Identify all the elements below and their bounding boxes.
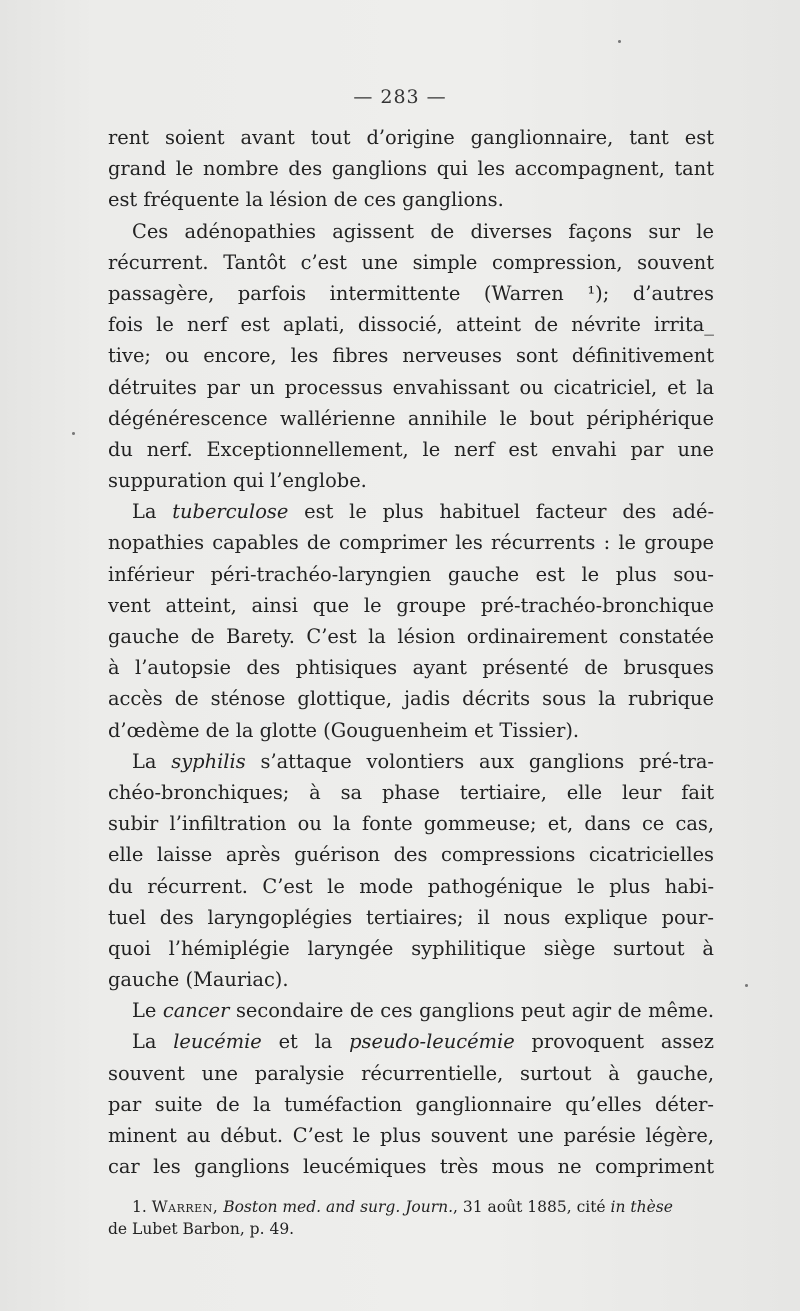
text-run: est le plus habituel facteur des adé- [288,500,714,524]
text-run: souvent une paralysie récurrentielle, surtout à gauche, [108,1061,714,1085]
text-run: passagère, parfois intermittente (Warren ¹); d’autres [108,281,714,305]
text-run: rent soient avant tout d’origine ganglionnaire, tant est [108,126,714,149]
text-run: du nerf. Exceptionnellement, le nerf est envahi par une [108,437,714,461]
text-line [108,746,714,777]
italic-term: cancer [162,999,230,1023]
text-line [108,216,714,247]
text-line [108,933,714,964]
paper-speck [745,984,748,987]
text-run: tive; ou encore, les fibres nerveuses sont définitivement [108,344,714,368]
text-run: vent atteint, ainsi que le groupe pré-trachéo-bronchique [108,593,714,617]
text-line [108,247,714,278]
text-run: minent au début. C’est le plus souvent une parésie légère, [108,1124,714,1147]
text-line [108,527,714,558]
footnote-journal: Boston med. and surg. Journ. [223,1198,454,1216]
text-run: détruites par un processus envahissant ou cicatriciel, et la [108,375,714,399]
text-run: récurrent. Tantôt c’est une simple compression, souvent [108,250,714,274]
text-run: quoi l’hémiplégie laryngée syphilitique siège surtout à [108,936,714,960]
text-line [108,434,714,465]
footnote-author: Warren, [151,1198,219,1216]
text-line [108,340,714,371]
text-line [108,465,714,496]
text-line [108,184,714,215]
footnote-in-these: in thèse [610,1198,673,1216]
text-run: chéo-bronchiques; à sa phase tertiaire, elle leur fait [108,780,714,804]
text-run: nopathies capables de comprimer les récurrents : le groupe [108,531,714,555]
text-run: suppuration qui l’englobe. [108,469,367,493]
text-line [108,839,714,870]
paper-speck [618,40,621,43]
text-run: provoquent assez [514,1030,714,1054]
text-line [108,715,714,746]
text-run: s’attaque volontiers aux ganglions pré-tra- [245,749,714,773]
footnote-number: 1. [132,1198,147,1216]
text-run: Ces adénopathies agissent de diverses façons sur le [132,219,714,243]
text-run: et la [261,1030,350,1054]
text-run: accès de sténose glottique, jadis décrits sous la rubrique [108,687,714,711]
text-run: grand le nombre des ganglions qui les accompagnent, tant [108,157,714,181]
text-run: d’œdème de la glotte (Gouguenheim et Tissier). [108,718,580,742]
text-run: La [132,749,172,773]
italic-term: pseudo-leucémie [349,1030,515,1054]
text-line [108,372,714,403]
text-line [108,902,714,933]
text-line [108,1151,714,1182]
text-run: Le [132,999,163,1023]
body-text [108,122,714,1182]
text-line [108,621,714,652]
footnote-line-2: de Lubet Barbon, p. 49. [108,1220,295,1238]
text-line [108,559,714,590]
text-run: La [132,1030,174,1054]
text-line [108,683,714,714]
footnotes [108,1196,714,1240]
text-line [108,995,714,1026]
page-number: — 283 — [353,86,447,108]
text-line [108,1089,714,1120]
text-line [108,278,714,309]
footnote-details: , 31 août 1885, cité [453,1198,611,1216]
text-line [108,122,714,153]
text-line [108,496,714,527]
text-run: du récurrent. C’est le mode pathogénique le plus habi- [108,874,714,898]
text-line [108,1026,714,1057]
italic-term: leucémie [173,1030,262,1054]
text-line [108,808,714,839]
text-run: elle laisse après guérison des compressions cicatricielles [108,843,714,867]
text-line [108,590,714,621]
text-run: dégénérescence wallérienne annihile le bout périphérique [108,406,714,430]
text-run: subir l’infiltration ou la fonte gommeuse; et, dans ce cas, [108,812,714,836]
footnote-line-1 [108,1196,714,1218]
text-line [108,1120,714,1151]
text-run: secondaire de ces ganglions peut agir de même. [229,999,714,1023]
text-run: fois le nerf est aplati, dissocié, atteint de névrite irrita_ [108,313,714,337]
text-run: tuel des laryngoplégies tertiaires; il nous explique pour- [108,905,714,929]
italic-term: syphilis [171,749,246,773]
text-line [108,153,714,184]
text-run: La [132,500,173,524]
text-run: par suite de la tuméfaction ganglionnaire qu’elles déter- [108,1092,714,1116]
text-line [108,1058,714,1089]
italic-term: tuberculose [172,500,289,524]
text-run: inférieur péri-trachéo-laryngien gauche est le plus sou- [108,562,714,586]
text-line [108,652,714,683]
text-run: gauche (Mauriac). [108,968,289,992]
text-line [108,964,714,995]
text-run: à l’autopsie des phtisiques ayant présenté de brusques [108,656,714,680]
text-run: est fréquente la lésion de ces ganglions. [108,188,504,212]
text-line [108,871,714,902]
text-run: gauche de Barety. C’est la lésion ordinairement constatée [108,625,714,648]
text-line [108,309,714,340]
text-run: car les ganglions leucémiques très mous ne compriment [108,1155,714,1179]
text-line [108,403,714,434]
paper-speck [72,432,75,435]
text-line [108,777,714,808]
